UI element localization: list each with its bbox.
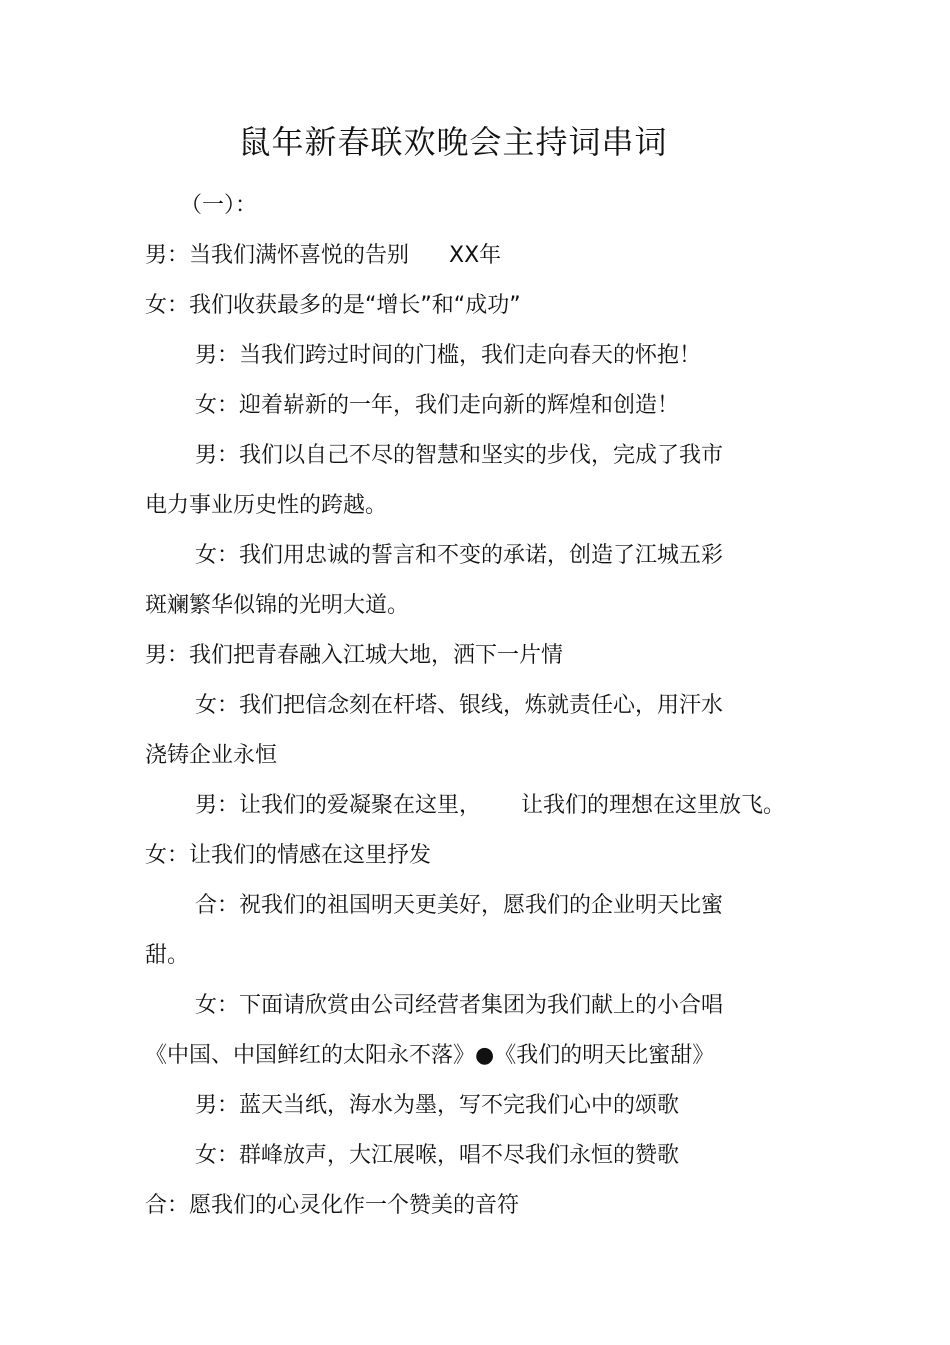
script-line: 男：我们以自己不尽的智慧和坚实的步伐，完成了我市 [195,443,724,468]
script-line: 合：祝我们的祖国明天更美好，愿我们的企业明天比蜜 [195,893,724,918]
script-line-part: 男：当我们满怀喜悦的告别 [145,243,410,268]
script-line [145,241,501,271]
script-line-part: 让我们的理想在这里放飞。 [521,793,786,818]
script-line [195,791,785,821]
script-line: 男：蓝天当纸，海水为墨，写不完我们心中的颂歌 [195,1093,680,1118]
script-line: 甜。 [145,943,190,968]
script-line: 合：愿我们的心灵化作一个赞美的音符 [145,1193,520,1218]
script-line: 斑斓繁华似锦的光明大道。 [145,593,410,618]
script-line: 女：迎着崭新的一年，我们走向新的辉煌和创造！ [195,393,680,418]
script-line: 电力事业历史性的跨越。 [145,493,388,518]
script-line: 女：让我们的情感在这里抒发 [145,843,432,868]
script-line: 女：群峰放声，大江展喉，唱不尽我们永恒的赞歌 [195,1143,680,1168]
script-line: 女：我们收获最多的是“增长”和“成功” [145,293,521,318]
script-line-part: XX年 [449,243,502,268]
script-line: 男：我们把青春融入江城大地，洒下一片情 [145,643,564,668]
script-line: 《中国、中国鲜红的太阳永不落》●《我们的明天比蜜甜》 [145,1043,715,1068]
document-title: 鼠年新春联欢晚会主持词串词 [238,123,668,161]
script-line: 浇铸企业永恒 [145,743,278,768]
script-line: 女：下面请欣赏由公司经营者集团为我们献上的小合唱 [195,993,724,1018]
script-line: 男：当我们跨过时间的门槛，我们走向春天的怀抱！ [195,343,702,368]
section-heading: （一）： [180,193,258,218]
script-line-part: 男：让我们的爱凝聚在这里， [195,793,482,818]
script-line: 女：我们把信念刻在杆塔、银线，炼就责任心，用汗水 [195,693,724,718]
script-line: 女：我们用忠诚的誓言和不变的承诺，创造了江城五彩 [195,543,724,568]
